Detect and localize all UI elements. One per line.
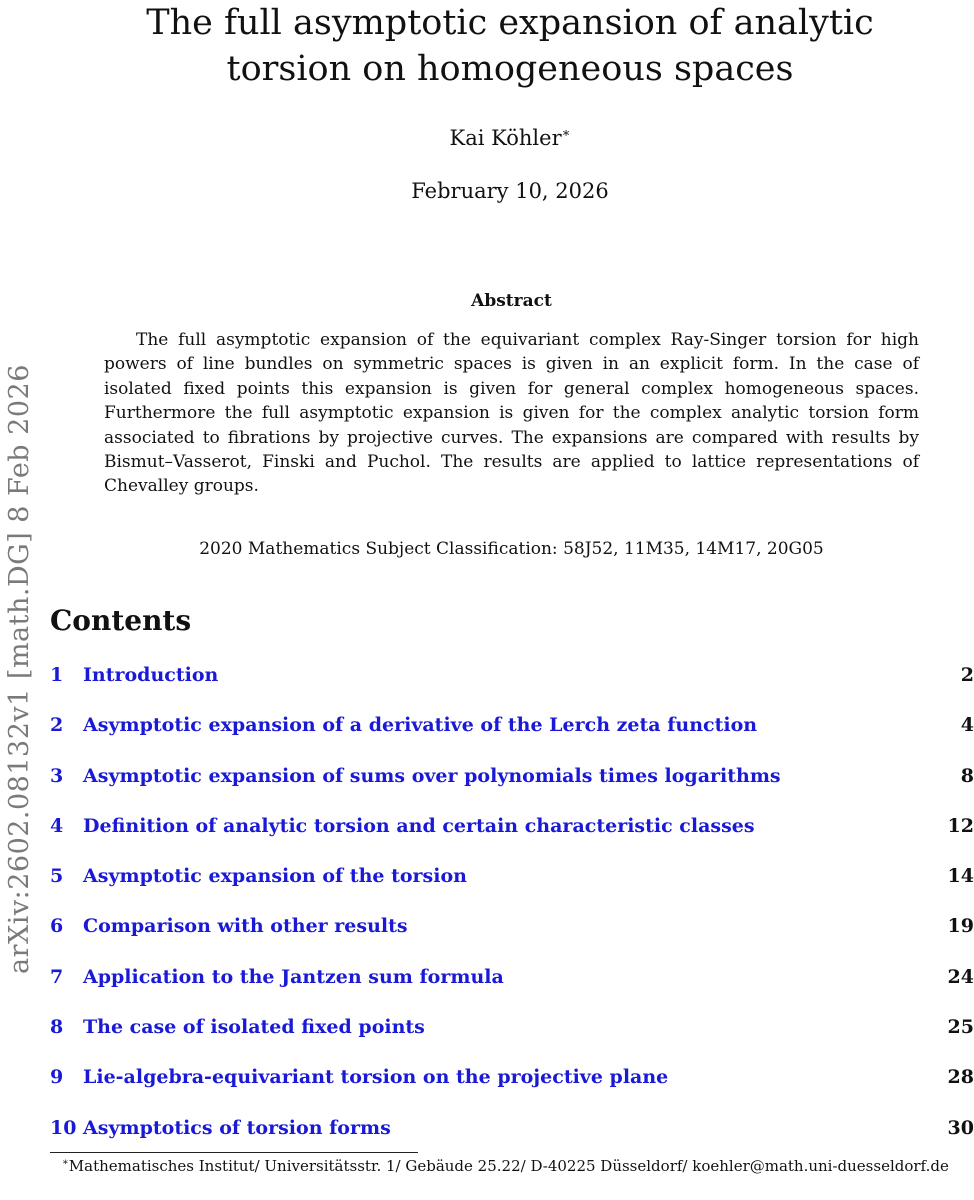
footnote-marker: ∗ (62, 1157, 69, 1168)
toc-entry-comparison[interactable] (50, 907, 974, 957)
toc-page-number: 4 (960, 714, 974, 737)
toc-number[interactable]: 6 (50, 915, 64, 938)
toc-link[interactable]: Application to the Jantzen sum formula (83, 965, 504, 988)
toc-entry-introduction[interactable] (50, 656, 974, 706)
toc-number[interactable]: 2 (50, 714, 64, 737)
toc-entry-lie-algebra[interactable] (50, 1058, 974, 1108)
toc-number[interactable]: 10 (50, 1116, 77, 1139)
toc-entry-definition-torsion[interactable] (50, 807, 974, 857)
toc-link[interactable]: Asymptotic expansion of the torsion (83, 865, 467, 888)
toc-link[interactable]: Asymptotic expansion of a derivative of the Lerch zeta function (83, 714, 758, 737)
author-name: Kai Köhler (449, 126, 562, 150)
toc-link[interactable]: The case of isolated fixed points (83, 1016, 425, 1039)
paper-title: The full asymptotic expansion of analytic torsion on homogeneous spaces (146, 3, 874, 89)
abstract-heading: Abstract (471, 291, 552, 311)
toc-page-number: 2 (960, 664, 974, 686)
toc-number[interactable]: 5 (50, 865, 64, 888)
toc-page-number: 25 (947, 1016, 974, 1039)
toc-page-number: 8 (960, 764, 974, 787)
toc-number[interactable]: 8 (50, 1016, 64, 1039)
paper-date: February 10, 2026 (411, 179, 609, 203)
toc-page-number: 24 (947, 965, 974, 988)
toc-page-number: 12 (947, 814, 974, 837)
footnote-text: Mathematisches Institut/ Universitätsstr. 1/ Gebäude 25.22/ D-40225 Düsseldorf/ koehler@math.uni-duesseldorf.de (68, 1157, 949, 1175)
contents-heading: Contents (50, 604, 192, 637)
toc-entry-expansion-torsion[interactable] (50, 857, 974, 907)
toc-page-number: 14 (947, 865, 974, 888)
toc-link[interactable]: Asymptotic expansion of sums over polynomials times logarithms (83, 764, 781, 787)
toc-number[interactable]: 7 (50, 965, 64, 988)
toc-page-number: 30 (947, 1116, 974, 1139)
table-of-contents (50, 656, 974, 1159)
toc-number[interactable]: 4 (50, 814, 64, 837)
toc-entry-polynomial-sums[interactable] (50, 757, 974, 807)
abstract-body: The full asymptotic expansion of the equivariant complex Ray-Singer torsion for high powers of line bundles on symmetric spaces is given in an explicit form. In the case of isolated fixed points this expansion is given for general complex homogeneous spaces. Furthermore the full asymptotic expansion is given for the complex analytic torsion form associated to fibrations by projective curves. The expansions are compared with results by Bismut–Vasserot, Finski and Puchol. The results are applied to lattice representations of Chevalley groups. (104, 330, 919, 497)
toc-page-number: 28 (947, 1066, 974, 1089)
footnote-divider (50, 1152, 418, 1153)
arxiv-identifier-stamp[interactable]: arXiv:2602.08132v1 [math.DG] 8 Feb 2026 (4, 364, 35, 974)
toc-link[interactable]: Lie-algebra-equivariant torsion on the projective plane (83, 1066, 669, 1089)
toc-entry-isolated-fixed-points[interactable] (50, 1008, 974, 1058)
toc-link[interactable]: Definition of analytic torsion and certain characteristic classes (83, 814, 755, 837)
toc-link[interactable]: Comparison with other results (83, 915, 408, 938)
footnote (50, 1156, 974, 1177)
toc-link[interactable]: Asymptotics of torsion forms (83, 1116, 391, 1139)
toc-entry-jantzen[interactable] (50, 958, 974, 1008)
toc-number[interactable]: 9 (50, 1066, 64, 1089)
toc-number[interactable]: 1 (50, 664, 64, 686)
toc-page-number: 19 (947, 915, 974, 938)
author-footnote-marker[interactable]: ∗ (561, 126, 571, 141)
toc-entry-lerch-zeta[interactable] (50, 706, 974, 756)
toc-number[interactable]: 3 (50, 764, 64, 787)
toc-link[interactable]: Introduction (83, 664, 219, 686)
author-line (80, 124, 940, 152)
msc-classification: 2020 Mathematics Subject Classification: 58J52, 11M35, 14M17, 20G05 (199, 539, 824, 559)
